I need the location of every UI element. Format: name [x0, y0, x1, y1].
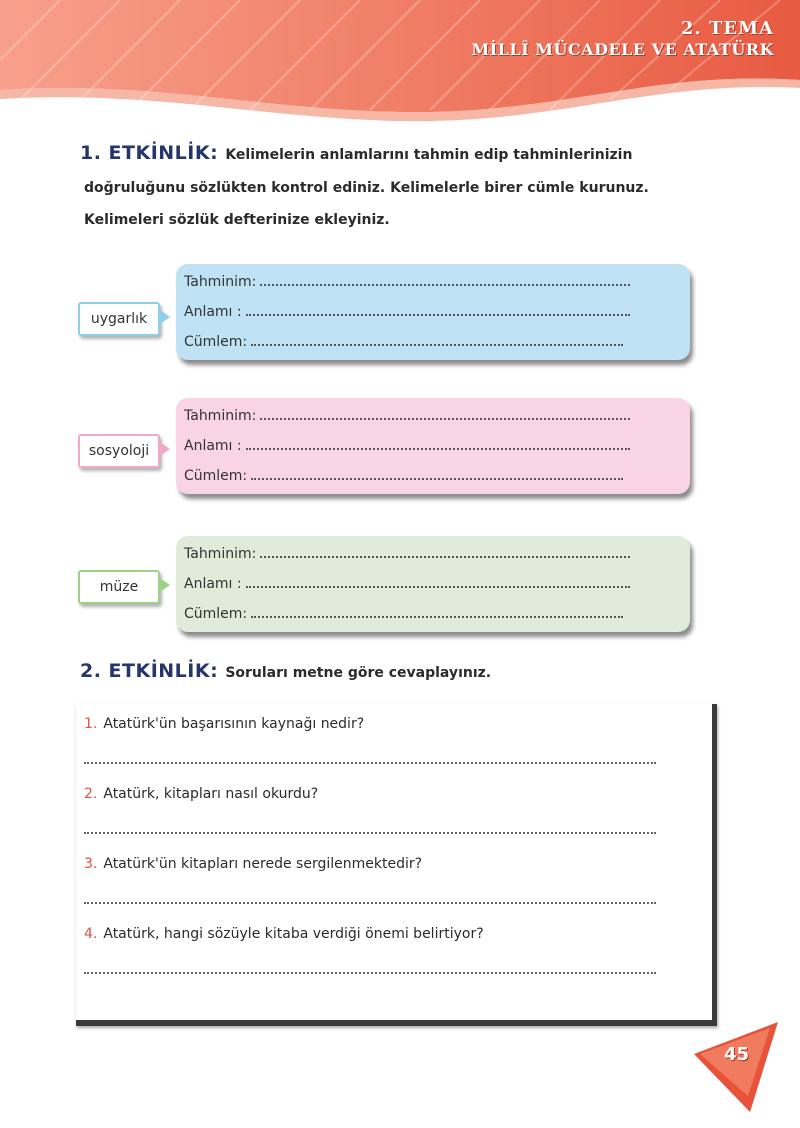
tema-number: 2. TEMA — [680, 18, 774, 39]
word-label-uygarlik: uygarlık — [78, 302, 160, 336]
meaning-answer-line[interactable] — [246, 302, 630, 316]
pointer-arrow-icon — [160, 578, 170, 592]
sentence-row[interactable] — [184, 466, 623, 484]
sentence-label: Cümlem: — [184, 606, 248, 622]
activity1-instruction-line1: Kelimelerin anlamlarını tahmin edip tahminlerinizin — [225, 147, 633, 163]
question-2 — [84, 786, 318, 802]
question-text: Atatürk'ün başarısının kaynağı nedir? — [103, 716, 365, 732]
sentence-row[interactable] — [184, 604, 623, 622]
questions-panel — [76, 704, 717, 1026]
question-number: 2. — [84, 786, 98, 802]
sentence-row[interactable] — [184, 332, 623, 350]
sentence-answer-line[interactable] — [251, 604, 623, 618]
question-number: 1. — [84, 716, 98, 732]
guess-row[interactable] — [184, 544, 630, 562]
answer-line-1[interactable] — [84, 760, 656, 764]
meaning-label: Anlamı : — [184, 304, 242, 320]
guess-answer-line[interactable] — [260, 272, 630, 286]
sentence-label: Cümlem: — [184, 334, 248, 350]
header-band — [0, 0, 800, 135]
meaning-row[interactable] — [184, 302, 630, 320]
meaning-label: Anlamı : — [184, 576, 242, 592]
guess-row[interactable] — [184, 272, 630, 290]
guess-answer-line[interactable] — [260, 406, 630, 420]
meaning-row[interactable] — [184, 574, 630, 592]
sentence-label: Cümlem: — [184, 468, 248, 484]
pointer-arrow-icon — [160, 442, 170, 456]
tema-title: MİLLÎ MÜCADELE VE ATATÜRK — [471, 40, 774, 59]
guess-row[interactable] — [184, 406, 630, 424]
sentence-answer-line[interactable] — [251, 332, 623, 346]
pointer-arrow-icon — [160, 310, 170, 324]
meaning-answer-line[interactable] — [246, 436, 630, 450]
activity2-title: 2. ETKİNLİK: — [80, 660, 219, 682]
meaning-label: Anlamı : — [184, 438, 242, 454]
question-text: Atatürk, kitapları nasıl okurdu? — [103, 786, 319, 802]
page-number: 45 — [724, 1044, 750, 1065]
guess-label: Tahminim: — [184, 274, 257, 290]
question-text: Atatürk, hangi sözüyle kitaba verdiği önemi belirtiyor? — [103, 926, 484, 942]
activity1-heading — [80, 142, 632, 164]
activity2-instruction: Soruları metne göre cevaplayınız. — [225, 665, 492, 681]
meaning-row[interactable] — [184, 436, 630, 454]
word-card-sosyoloji — [176, 398, 690, 494]
question-number: 3. — [84, 856, 98, 872]
activity1-instruction-line2: doğruluğunu sözlükten kontrol ediniz. Kelimelerle birer cümle kurunuz. — [84, 180, 649, 196]
question-text: Atatürk'ün kitapları nerede sergilenmektedir? — [103, 856, 423, 872]
activity1-title: 1. ETKİNLİK: — [80, 142, 219, 164]
question-3 — [84, 856, 422, 872]
guess-answer-line[interactable] — [260, 544, 630, 558]
guess-label: Tahminim: — [184, 546, 257, 562]
question-1 — [84, 716, 364, 732]
question-4 — [84, 926, 484, 942]
sentence-answer-line[interactable] — [251, 466, 623, 480]
guess-label: Tahminim: — [184, 408, 257, 424]
word-card-muze — [176, 536, 690, 632]
answer-line-3[interactable] — [84, 900, 656, 904]
answer-line-4[interactable] — [84, 970, 656, 974]
meaning-answer-line[interactable] — [246, 574, 630, 588]
page-corner-triangle — [690, 1016, 780, 1116]
activity2-heading — [80, 660, 491, 682]
word-label-sosyoloji: sosyoloji — [78, 434, 160, 468]
word-label-muze: müze — [78, 570, 160, 604]
question-number: 4. — [84, 926, 98, 942]
word-card-uygarlik — [176, 264, 690, 360]
activity1-instruction-line3: Kelimeleri sözlük defterinize ekleyiniz. — [84, 212, 390, 228]
answer-line-2[interactable] — [84, 830, 656, 834]
